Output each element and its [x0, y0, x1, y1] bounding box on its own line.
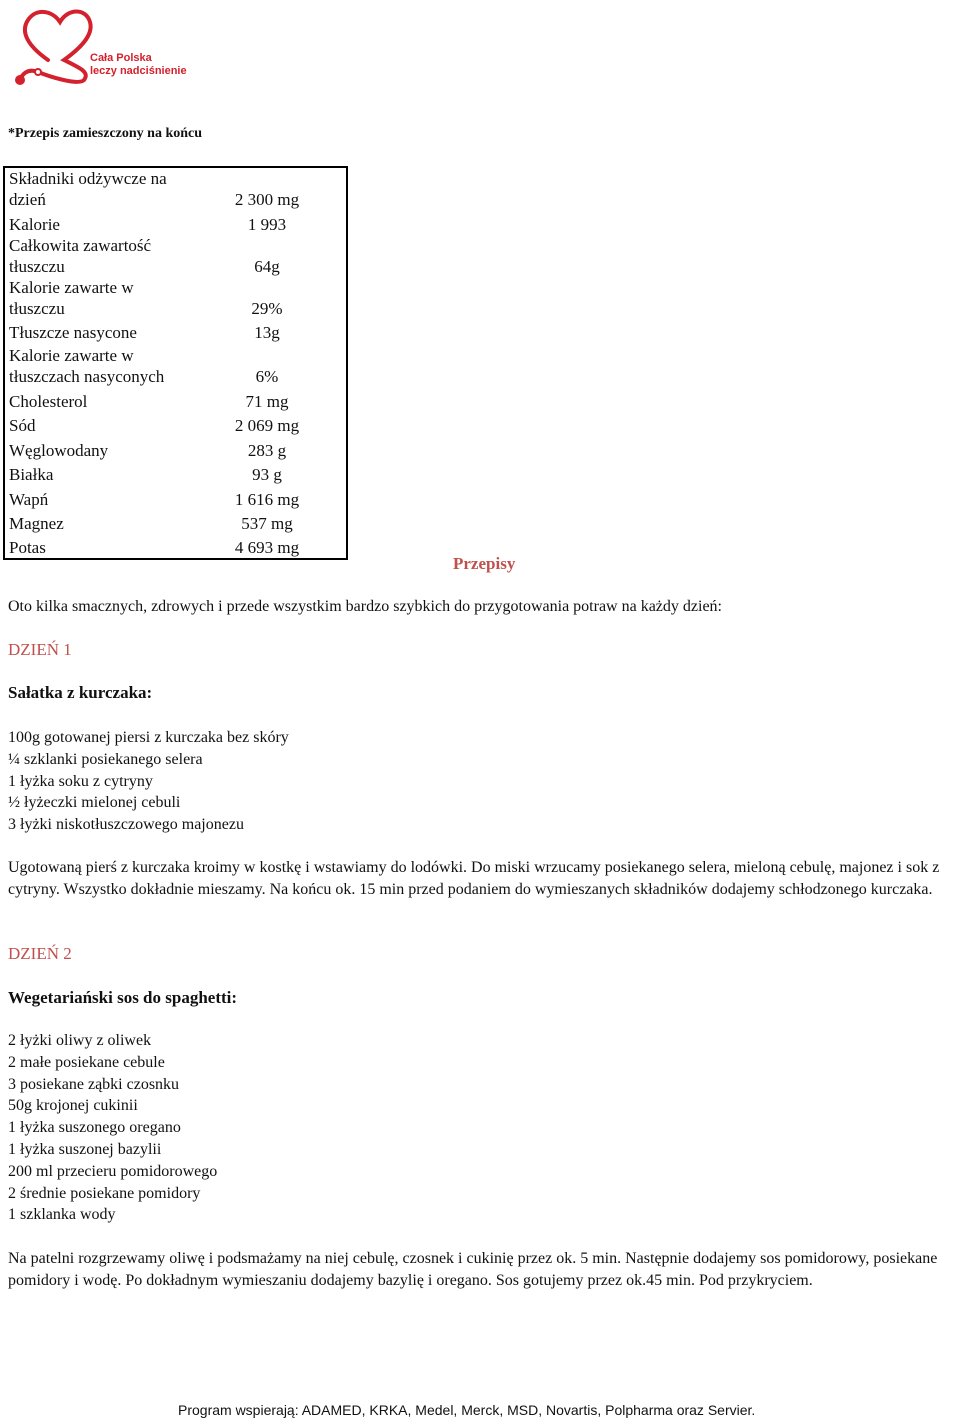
nutrient-value: 1 616 mg — [234, 489, 300, 509]
ingredient: 1 szklanka wody — [8, 1206, 116, 1224]
ingredient: 3 łyżki niskotłuszczowego majonezu — [8, 816, 244, 834]
footer-sponsors: Program wspierają: ADAMED, KRKA, Medel, Merck, MSD, Novartis, Polpharma oraz Servier. — [178, 1402, 756, 1418]
nutrient-name: Kalorie zawarte w tłuszczu — [9, 277, 134, 318]
section-title: Przepisy — [453, 554, 516, 573]
ingredient: 200 ml przecieru pomidorowego — [8, 1162, 218, 1180]
nutrient-name: Potas — [9, 537, 46, 557]
nutrient-name: Składniki odżywcze na dzień — [9, 169, 167, 209]
ingredient: ¼ szklanki posiekanego selera — [8, 750, 203, 768]
nutrient-value: 2 300 mg — [234, 190, 300, 209]
day1-label: DZIEŃ 1 — [8, 640, 72, 659]
nutrients-table — [3, 166, 348, 560]
day2-dish-title: Wegetariański sos do spaghetti: — [8, 988, 238, 1007]
nutrient-name: Cholesterol — [9, 391, 88, 411]
nutrient-row — [4, 277, 347, 319]
nutrient-name: Węglowodany — [9, 440, 109, 460]
nutrient-name: Wapń — [9, 489, 49, 509]
nutrient-row — [4, 534, 347, 559]
nutrient-value: 29% — [251, 298, 283, 318]
nutrient-value: 4 693 mg — [234, 537, 300, 557]
recipe-note: *Przepis zamieszczony na końcu — [8, 126, 203, 141]
ingredient: ½ łyżeczki mielonej cebuli — [8, 794, 181, 812]
ingredient: 1 łyżka suszonego oregano — [8, 1119, 181, 1137]
nutrient-row — [4, 412, 347, 437]
nutrient-row — [4, 343, 347, 387]
day1-method: Ugotowaną pierś z kurczaka kroimy w kostkę i wstawiamy do lodówki. Do miski wrzucamy posiekanego selera, mieloną cebulę, majonez i sok z cytryny. Wszystko dokładnie mieszamy. Na końcu ok. 15 min przed podaniem do wymieszanych składników dodajemy schłodzonego kurczaka. — [8, 859, 940, 898]
nutrient-name: Sód — [9, 416, 36, 435]
nutrient-name: Białka — [9, 465, 54, 484]
nutrient-value: 2 069 mg — [234, 416, 300, 435]
nutrient-row — [4, 387, 347, 412]
nutrient-name: Całkowita zawartość tłuszczu — [9, 235, 152, 276]
ingredient: 1 łyżka suszonej bazylii — [8, 1140, 162, 1158]
nutrient-row — [4, 436, 347, 461]
nutrient-row — [4, 167, 347, 210]
day2-label: DZIEŃ 2 — [8, 944, 72, 963]
ingredient: 2 łyżki oliwy z oliwek — [8, 1032, 152, 1049]
nutrient-value: 6% — [255, 367, 279, 386]
nutrient-row — [4, 210, 347, 235]
nutrient-row — [4, 235, 347, 277]
ingredient: 2 małe posiekane cebule — [8, 1053, 165, 1071]
ingredient: 3 posiekane ząbki czosnku — [8, 1075, 180, 1093]
nutrient-value: 537 mg — [241, 514, 293, 533]
logo-text — [90, 52, 187, 78]
nutrient-name: Kalorie zawarte w tłuszczach nasyconych — [9, 346, 165, 386]
day1-dish-title: Sałatka z kurczaka: — [8, 683, 153, 702]
nutrient-row — [4, 319, 347, 344]
ingredient: 100g gotowanej piersi z kurczaka bez skóry — [8, 729, 289, 746]
nutrient-row — [4, 485, 347, 510]
nutrient-name: Tłuszcze nasycone — [9, 323, 137, 342]
nutrient-value: 1 993 — [247, 214, 287, 234]
nutrient-value: 93 g — [252, 465, 282, 484]
recipes-intro: Oto kilka smacznych, zdrowych i przede wszystkim bardzo szybkich do przygotowania potraw na każdy dzień: — [8, 598, 722, 615]
nutrient-row — [4, 510, 347, 535]
day2-ingredients — [8, 1030, 217, 1226]
nutrient-name: Magnez — [9, 514, 64, 533]
ingredient: 50g krojonej cukinii — [8, 1097, 138, 1115]
ingredient: 2 średnie posiekane pomidory — [8, 1184, 201, 1202]
ingredient: 1 łyżka soku z cytryny — [8, 772, 153, 790]
nutrient-value: 283 g — [247, 440, 287, 460]
logo-line-2: leczy nadciśnienie — [90, 65, 187, 77]
logo-line-1: Cała Polska — [90, 52, 152, 64]
nutrient-value: 64g — [254, 256, 280, 276]
day1-ingredients — [8, 727, 289, 836]
nutrient-value: 13g — [254, 323, 280, 342]
nutrient-name: Kalorie — [9, 214, 60, 234]
day2-method: Na patelni rozgrzewamy oliwę i podsmażamy na niej cebulę, czosnek i cukinię przez ok. 5 min. Następnie dodajemy sos pomidorowy, posiekane pomidory i wodę. Po dokładnym wymieszaniu dodajemy bazylię i oregano. Sos gotujemy przez ok.45 min. Pod przykryciem. — [8, 1250, 938, 1289]
nutrient-value: 71 mg — [245, 391, 289, 411]
nutrient-row — [4, 461, 347, 486]
